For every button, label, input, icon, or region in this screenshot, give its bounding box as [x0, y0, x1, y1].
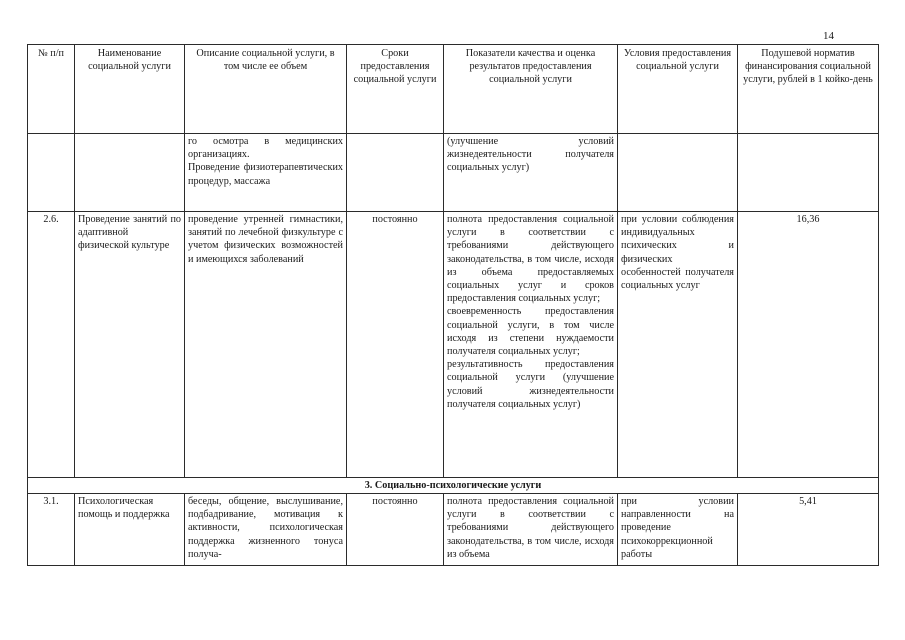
cell-term	[347, 134, 444, 212]
header-conditions: Условия предоставления социальной услуги	[618, 45, 738, 134]
header-row	[28, 45, 879, 134]
table-row	[28, 134, 879, 212]
cell-conditions: при условии направленности на проведение психокоррекционной работы	[618, 494, 738, 566]
services-table	[27, 44, 879, 566]
header-norm: Подушевой норматив финансирования социальной услуги, рублей в 1 койко-день	[738, 45, 879, 134]
cell-description: проведение утренней гимнастики, занятий по лечебной физкультуре с учетом физических возможностей и имеющихся заболеваний	[185, 212, 347, 478]
cell-num: 2.6.	[28, 212, 75, 478]
cell-name	[75, 134, 185, 212]
header-description: Описание социальной услуги, в том числе ее объем	[185, 45, 347, 134]
cell-term: постоянно	[347, 212, 444, 478]
cell-term: постоянно	[347, 494, 444, 566]
cell-description: го осмотра в медицинских организациях. Проведение физиотерапевтических процедур, массажа	[185, 134, 347, 212]
cell-conditions: при условии соблюдения индивидуальных психических и физических особенностей получателя социальных услуг	[618, 212, 738, 478]
cell-quality: полнота предоставления социальной услуги в соответствии с требованиями действующего законодательства, в том числе, исходя из объема предоставляемых социальных услуг и сроков предоставления социальных услуг; своевременность предоставления социальной услуги, в том числе исходя из степени нуждаемости получателя социальных услуг; результативность предоставления социальной услуги (улучшение условий жизнедеятельности получателя социальных услуг)	[444, 212, 618, 478]
cell-conditions	[618, 134, 738, 212]
header-num: № п/п	[28, 45, 75, 134]
header-term: Сроки предоставления социальной услуги	[347, 45, 444, 134]
cell-norm: 16,36	[738, 212, 879, 478]
cell-norm	[738, 134, 879, 212]
header-quality: Показатели качества и оценка результатов предоставления социальной услуги	[444, 45, 618, 134]
cell-quality: полнота предоставления социальной услуги в соответствии с требованиями действующего законодательства, в том числе, исходя из объема	[444, 494, 618, 566]
table-row	[28, 212, 879, 478]
cell-description: беседы, общение, выслушивание, подбадривание, мотивация к активности, психологическая поддержка жизненного тонуса получа-	[185, 494, 347, 566]
cell-name: Психологическая помощь и поддержка	[75, 494, 185, 566]
cell-num: 3.1.	[28, 494, 75, 566]
cell-quality: (улучшение условий жизнедеятельности получателя социальных услуг)	[444, 134, 618, 212]
section-row	[28, 478, 879, 494]
cell-name: Проведение занятий по адаптивной физической культуре	[75, 212, 185, 478]
section-title: 3. Социально-психологические услуги	[28, 478, 879, 494]
page-number: 14	[823, 30, 834, 42]
cell-num	[28, 134, 75, 212]
table-row	[28, 494, 879, 566]
cell-norm: 5,41	[738, 494, 879, 566]
header-name: Наименование социальной услуги	[75, 45, 185, 134]
